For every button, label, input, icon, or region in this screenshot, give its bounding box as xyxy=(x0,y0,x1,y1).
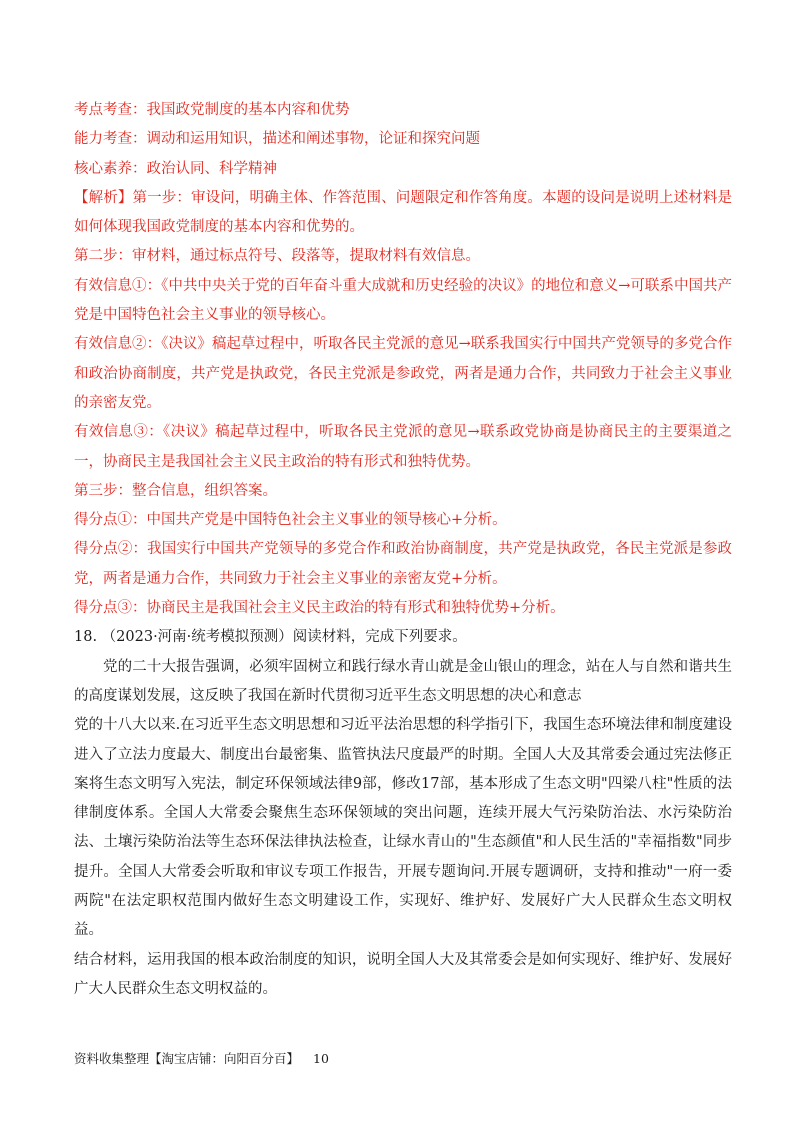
footer-source: 资料收集整理【淘宝店铺：向阳百分百】 xyxy=(74,1051,300,1066)
core-literacy-line: 核心素养：政治认同、科学精神 xyxy=(74,160,277,177)
page-number: 10 xyxy=(313,1051,329,1066)
analysis-step3: 第三步：整合信息，组织答案。 xyxy=(74,482,277,499)
page-footer xyxy=(74,1049,329,1067)
ability-line: 能力考查：调动和运用知识，描述和阐述事物，论证和探究问题 xyxy=(74,131,480,148)
document-body xyxy=(74,96,732,1004)
score-point-3: 得分点③：协商民主是我国社会主义民主政治的特有形式和独特优势+分析。 xyxy=(74,600,565,617)
analysis-step1-text: 第一步：审设问，明确主体、作答范围、问题限定和作答角度。本题的设问是说明上述材料是如何体现我国政党制度的基本内容和优势的。 xyxy=(74,189,732,236)
score-point-1: 得分点①：中国共产党是中国特色社会主义事业的领导核心+分析。 xyxy=(74,512,507,529)
material-paragraph-2: 党的十八大以来.在习近平生态文明思想和习近平法治思想的科学指引下，我国生态环境法律和制度建设进入了立法力度最大、制度出台最密集、监管执法尺度最严的时期。全国人大及其常委会通过宪法修正案将生态文明写入宪法，制定环保领域法律9部，修改17部，基本形成了生态文明"四梁八柱"性质的法律制度体系。全国人大常委会聚焦生态环保领域的突出问题，连续开展大气污染防治法、水污染防治法、土壤污染防治法等生态环保法律执法检查，让绿水青山的"生态颜值"和人民生活的"幸福指数"同步提升。全国人大常委会听取和审议专项工作报告，开展专题询问.开展专题调研，支持和推动"一府一委两院"在法定职权范围内做好生态文明建设工作，实现好、维护好、发展好广大人民群众生态文明权益。 xyxy=(74,717,732,939)
analysis-bracket-label: 【解析】 xyxy=(74,189,133,206)
score-point-2: 得分点②：我国实行中国共产党领导的多党合作和政治协商制度，共产党是执政党，各民主党派是参政党，两者是通力合作，共同致力于社会主义事业的亲密友党+分析。 xyxy=(74,541,732,587)
effective-info-1: 有效信息①：《中共中央关于党的百年奋斗重大成就和历史经验的决议》的地位和意义→可联系中国共产党是中国特色社会主义事业的领导核心。 xyxy=(74,277,732,324)
question-header: 18. （2023·河南·统考模拟预测）阅读材料，完成下列要求。 xyxy=(74,629,467,646)
effective-info-2: 有效信息②：《决议》稿起草过程中，听取各民主党派的意见→联系我国实行中国共产党领导的多党合作和政治协商制度，共产党是执政党，各民主党派是参政党，两者是通力合作，共同致力于社会主义事业的亲密友党。 xyxy=(74,336,732,411)
analysis-step2: 第二步：审材料，通过标点符号、段落等，提取材料有效信息。 xyxy=(74,248,480,265)
material-paragraph-1: 党的二十大报告强调，必须牢固树立和践行绿水青山就是金山银山的理念，站在人与自然和谐共生的高度谋划发展，这反映了我国在新时代贯彻习近平生态文明思想的决心和意志 xyxy=(74,658,732,704)
effective-info-3: 有效信息③：《决议》稿起草过程中，听取各民主党派的意见→联系政党协商是协商民主的主要渠道之一，协商民主是我国社会主义民主政治的特有形式和独特优势。 xyxy=(74,424,732,470)
question-prompt: 结合材料，运用我国的根本政治制度的知识，说明全国人大及其常委会是如何实现好、维护好、发展好广大人民群众生态文明权益的。 xyxy=(74,951,732,997)
analysis-step1 xyxy=(74,184,732,243)
exam-point-line: 考点考查：我国政党制度的基本内容和优势 xyxy=(74,102,350,118)
